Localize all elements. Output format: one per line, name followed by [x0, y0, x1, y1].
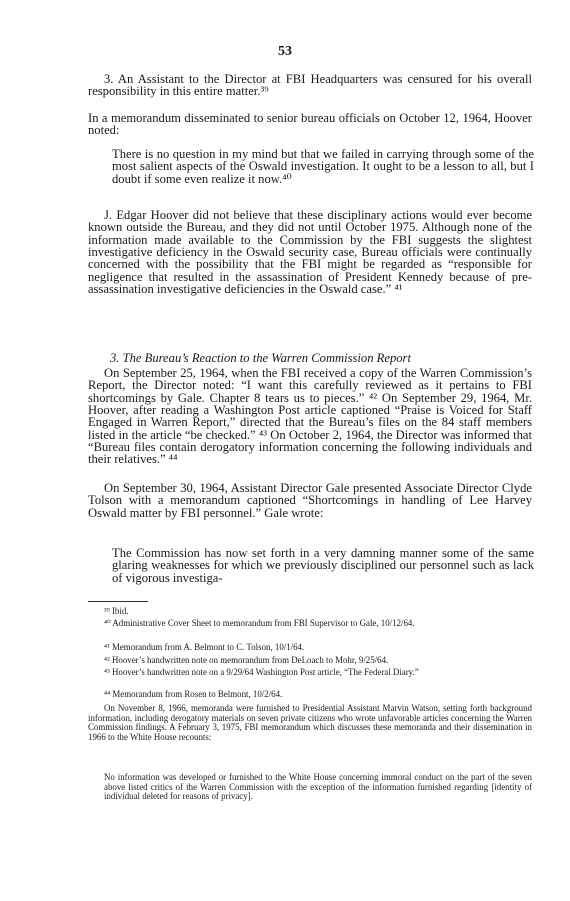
footnote-40: [88, 619, 532, 629]
paragraph-disciplinary-text: J. Edgar Hoover did not believe that these disciplinary actions would ever become known outside the Bureau, and they did not until October 1975. Although none of the information made available to the Commission by the FBI suggests the slightest investigative deficiency in the Oswald security case, Bureau officials were continually concerned with the possibility that the FBI might be regarded as “responsible for negligence that resulted in the assassination of President Kennedy because of pre-assassination investigative deficiencies in the Oswald case.” ⁴¹: [88, 208, 532, 297]
paragraph-memorandum-text: In a memorandum disseminated to senior bureau officials on October 12, 1964, Hoover noted:: [88, 111, 532, 138]
block-quote-commission: [112, 547, 534, 584]
section-heading: 3. The Bureau’s Reaction to the Warren Commission Report: [110, 351, 411, 365]
footnote-44-continued: [88, 704, 532, 742]
footnote-42: [88, 656, 532, 666]
block-quote-commission-text: The Commission has now set forth in a very damning manner some of the same glaring weaknesses for which we previously disciplined our personnel such as lack of vigorous investiga-: [112, 546, 534, 585]
footnote-41: [88, 643, 532, 653]
footnote-42-text: ⁴² Hoover’s handwritten note on memorandum from DeLoach to Mohr, 9/25/64.: [104, 655, 389, 665]
block-quote-hoover: [112, 148, 534, 185]
paragraph-censure: [88, 73, 532, 98]
footnote-43: [88, 668, 532, 678]
footnote-quote: [104, 773, 532, 802]
footnote-43-text: ⁴³ Hoover’s handwritten note on a 9/29/64 Washington Post article, “The Federal Diary.”: [104, 667, 419, 677]
paragraph-september-30-text: On September 30, 1964, Assistant Director Gale presented Associate Director Clyde Tolson with a memorandum captioned “Shortcomings in handling of Lee Harvey Oswald matter by FBI personnel.” Gale wrote:: [88, 481, 532, 520]
footnote-39: [88, 607, 532, 617]
paragraph-memorandum: [88, 112, 532, 137]
block-quote-hoover-text: There is no question in my mind but that we failed in carrying through some of the most salient aspects of the Oswald investigation. It ought to be a lesson to all, but I doubt if some even realize it now.⁴⁰: [112, 147, 534, 186]
paragraph-censure-text: 3. An Assistant to the Director at FBI Headquarters was censured for his overall responsibility in this entire matter.³⁹: [88, 72, 532, 99]
footnote-separator: [88, 601, 148, 602]
footnote-quote-text: No information was developed or furnished to the White House concerning immoral conduct on the part of the seven above listed critics of the Warren Commission with the exception of the information furnished regarding [identity of individual deleted for reasons of privacy].: [104, 772, 532, 802]
footnote-44: [88, 690, 532, 700]
paragraph-september-25: [88, 367, 532, 466]
footnote-44-continued-text: On November 8, 1966, memoranda were furnished to Presidential Assistant Marvin Watson, setting forth background information, including derogatory materials on seven private citizens who wrote unfavorable articles concerning the Warren Commission findings. A February 3, 1975, FBI memorandum which discusses these memoranda and their dissemination in 1966 to the White House recounts:: [88, 703, 532, 742]
paragraph-disciplinary: [88, 209, 532, 295]
paragraph-september-30: [88, 482, 532, 519]
footnote-39-text: ³⁹ Ibid.: [104, 606, 129, 616]
page-number: 53: [278, 44, 292, 59]
footnote-40-text: ⁴⁰ Administrative Cover Sheet to memorandum from FBI Supervisor to Gale, 10/12/64.: [104, 618, 415, 628]
footnote-44-text: ⁴⁴ Memorandum from Rosen to Belmont, 10/2/64.: [104, 689, 283, 699]
paragraph-september-25-text: On September 25, 1964, when the FBI received a copy of the Warren Commission’s Report, the Director noted: “I want this carefully reviewed as it pertains to FBI shortcomings by Gale. Chapter 8 tears us to pieces.” ⁴² On September 29, 1964, Mr. Hoover, after reading a Washington Post article captioned “Praise is Voiced for Staff Engaged in Warren Report,” directed that the Bureau’s files on the 84 staff members listed in the article “be checked.” ⁴³ On October 2, 1964, the Director was informed that “Bureau files contain derogatory information concerning the following individuals and their relatives.” ⁴⁴: [88, 366, 532, 467]
footnote-41-text: ⁴¹ Memorandum from A. Belmont to C. Tolson, 10/1/64.: [104, 642, 305, 652]
